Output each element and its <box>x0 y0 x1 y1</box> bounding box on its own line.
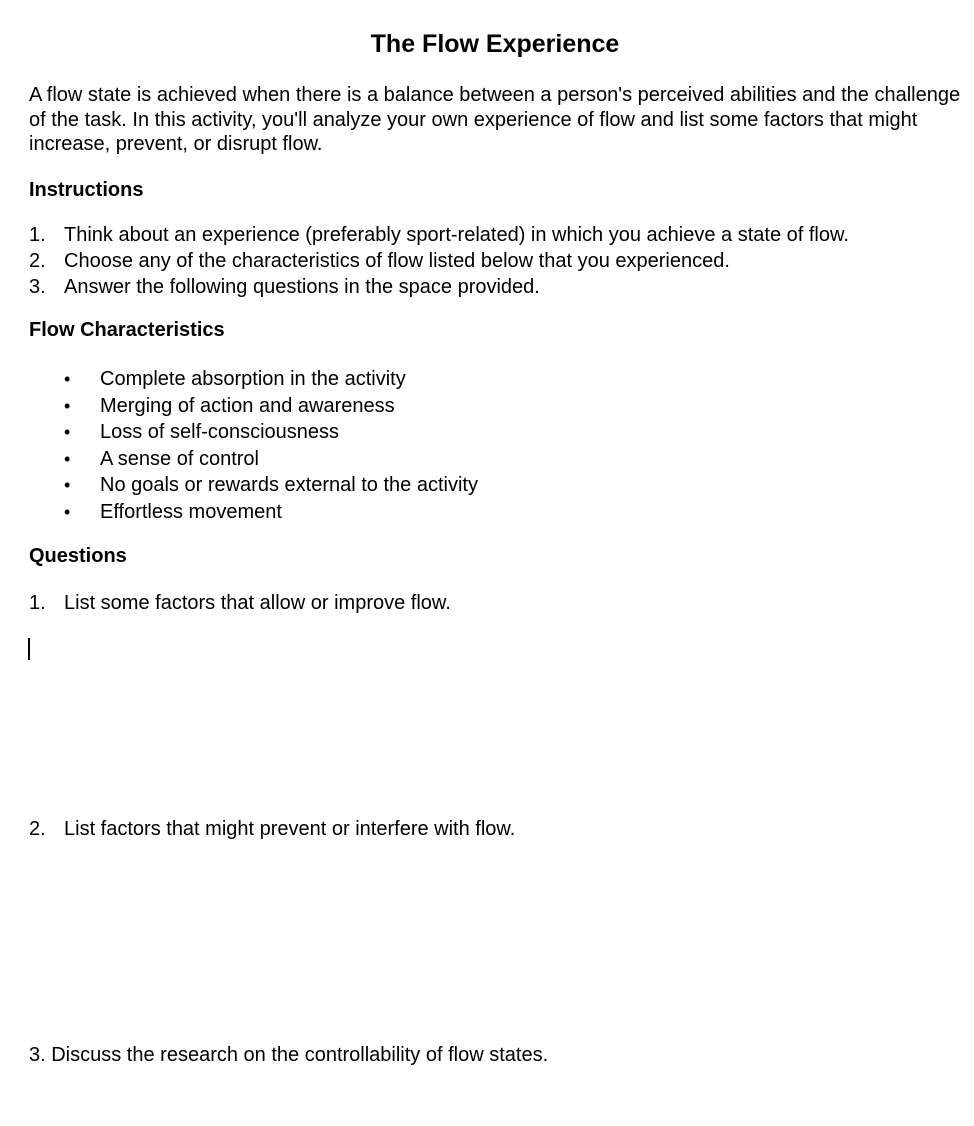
list-item <box>29 222 849 248</box>
list-number: 2. <box>29 250 46 272</box>
instructions-heading: Instructions <box>29 179 144 201</box>
bullet-icon: • <box>64 369 71 389</box>
bullet-icon: • <box>64 501 71 522</box>
questions-heading: Questions <box>29 545 127 567</box>
list-item <box>29 248 849 274</box>
list-item <box>60 419 478 446</box>
bullet-icon: • <box>64 448 71 469</box>
list-item <box>60 472 478 499</box>
flow-characteristics-heading: Flow Characteristics <box>29 319 225 341</box>
list-item-text: A sense of control <box>100 447 259 470</box>
question-1 <box>29 590 451 616</box>
list-item-text: No goals or rewards external to the activity <box>100 474 478 497</box>
instructions-list <box>29 222 849 300</box>
list-item <box>60 499 478 526</box>
question-text: List factors that might prevent or interfere with flow. <box>64 818 516 840</box>
list-item-text: Complete absorption in the activity <box>100 368 406 390</box>
list-item <box>60 446 478 473</box>
list-item <box>29 590 451 616</box>
question-3: 3. Discuss the research on the controllability of flow states. <box>29 1044 549 1066</box>
characteristics-list <box>60 366 478 526</box>
list-item-text: Think about an experience (preferably sport-related) in which you achieve a state of flow. <box>64 224 849 246</box>
text-cursor[interactable] <box>28 638 30 660</box>
list-item <box>60 393 478 420</box>
question-2 <box>29 816 515 842</box>
question-number: 1. <box>29 592 46 614</box>
intro-paragraph: A flow state is achieved when there is a balance between a person's perceived abilities and the challenge of the task. In this activity, you'll analyze your own experience of flow and list some factors that might increase, prevent, or disrupt flow. <box>29 84 961 155</box>
list-item-text: Effortless movement <box>100 500 282 523</box>
question-number: 2. <box>29 818 46 840</box>
list-item-text: Merging of action and awareness <box>100 394 395 417</box>
bullet-icon: • <box>64 422 71 443</box>
list-number: 1. <box>29 224 46 246</box>
list-item <box>29 274 849 300</box>
list-item-text: Choose any of the characteristics of flow listed below that you experienced. <box>64 250 730 272</box>
list-item-text: Loss of self-consciousness <box>100 421 340 444</box>
question-text: List some factors that allow or improve flow. <box>64 592 451 614</box>
bullet-icon: • <box>64 395 71 416</box>
list-item <box>29 816 515 842</box>
bullet-icon: • <box>64 475 71 496</box>
list-number: 3. <box>29 276 46 298</box>
list-item-text: Answer the following questions in the space provided. <box>64 276 540 298</box>
page-title: The Flow Experience <box>370 30 620 58</box>
list-item <box>60 366 478 393</box>
